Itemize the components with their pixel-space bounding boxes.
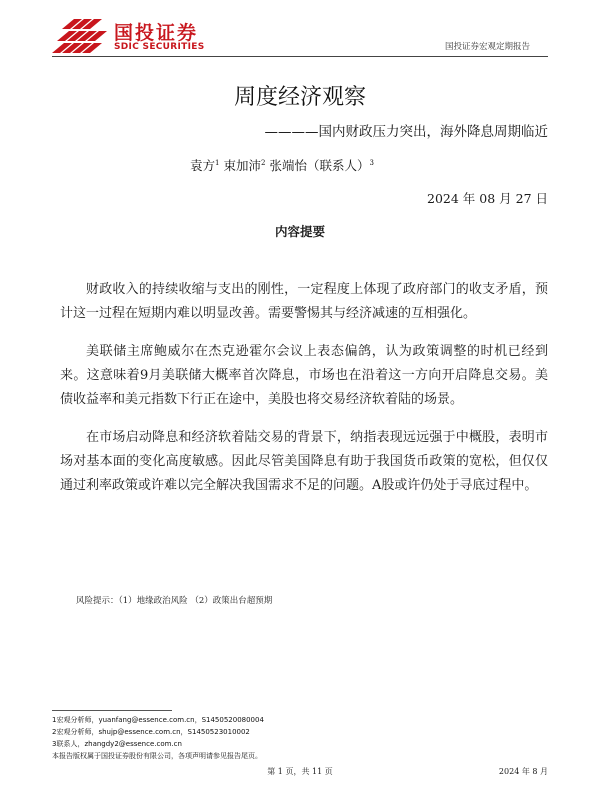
summary-paragraph: 在市场启动降息和经济软着陆交易的背景下，纳指表现远远强于中概股，表明市场对基本面的变化高度敏感。因此尽管美国降息有助于我国货币政策的宽松，但仅仅通过利率政策或许难以完全解决我国需求不足的问题。A股或许仍处于寻底过程中。 <box>60 430 548 493</box>
author-footnote-marker: 3 <box>369 158 374 167</box>
footnote: 3联系人，zhangdy2@essence.com.cn <box>52 740 182 748</box>
report-type-label: 国投证券宏观定期报告 <box>444 42 530 52</box>
risk-note: 风险提示：（1）地缘政治风险 （2）政策出台超预期 <box>76 596 273 606</box>
report-subtitle: ————国内财政压力突出，海外降息周期临近 <box>264 124 548 140</box>
summary-heading: 内容提要 <box>274 224 325 239</box>
brand-name-cn: 国投证券 <box>114 22 199 44</box>
summary-body <box>60 278 548 512</box>
brand-name-en: SDIC SECURITIES <box>114 42 205 52</box>
footnote: 2宏观分析师，shujp@essence.com.cn，S1450523010002 <box>52 728 250 736</box>
summary-paragraph: 财政收入的持续收缩与支出的刚性，一定程度上体现了政府部门的收支矛盾，预计这一过程在短期内难以明显改善。需要警惕其与经济减速的互相强化。 <box>60 282 548 321</box>
footer-date: 2024 年 8 月 <box>498 767 548 776</box>
summary-paragraph: 美联储主席鲍威尔在杰克逊霍尔会议上表态偏鸽，认为政策调整的时机已经到来。这意味着9月美联储大概率首次降息，市场也在沿着这一方向开启降息交易。美债收益率和美元指数下行正在途中，美股也将交易经济软着陆的场景。 <box>60 344 548 407</box>
copyright-note: 本报告版权属于国投证券股份有限公司，各项声明请参见报告尾页。 <box>52 752 262 760</box>
company-logo <box>52 15 222 57</box>
footnote-divider <box>52 710 172 711</box>
report-title: 周度经济观察 <box>233 85 366 110</box>
report-date: 2024 年 08 月 27 日 <box>427 191 548 206</box>
author-name: 束加沛 <box>223 158 261 173</box>
footnotes <box>52 714 264 762</box>
author-footnote-marker: 1 <box>215 158 220 167</box>
header-divider <box>52 56 548 57</box>
author-list <box>190 156 374 174</box>
page-number: 第 1 页，共 11 页 <box>267 767 333 776</box>
footnote: 1宏观分析师，yuanfang@essence.com.cn，S1450520080004 <box>52 716 264 724</box>
author-footnote-marker: 2 <box>260 158 266 167</box>
logo-stripes-icon <box>52 17 110 55</box>
author-name: 张端怡（联系人） <box>269 158 370 173</box>
author-name: 袁方 <box>190 158 216 173</box>
